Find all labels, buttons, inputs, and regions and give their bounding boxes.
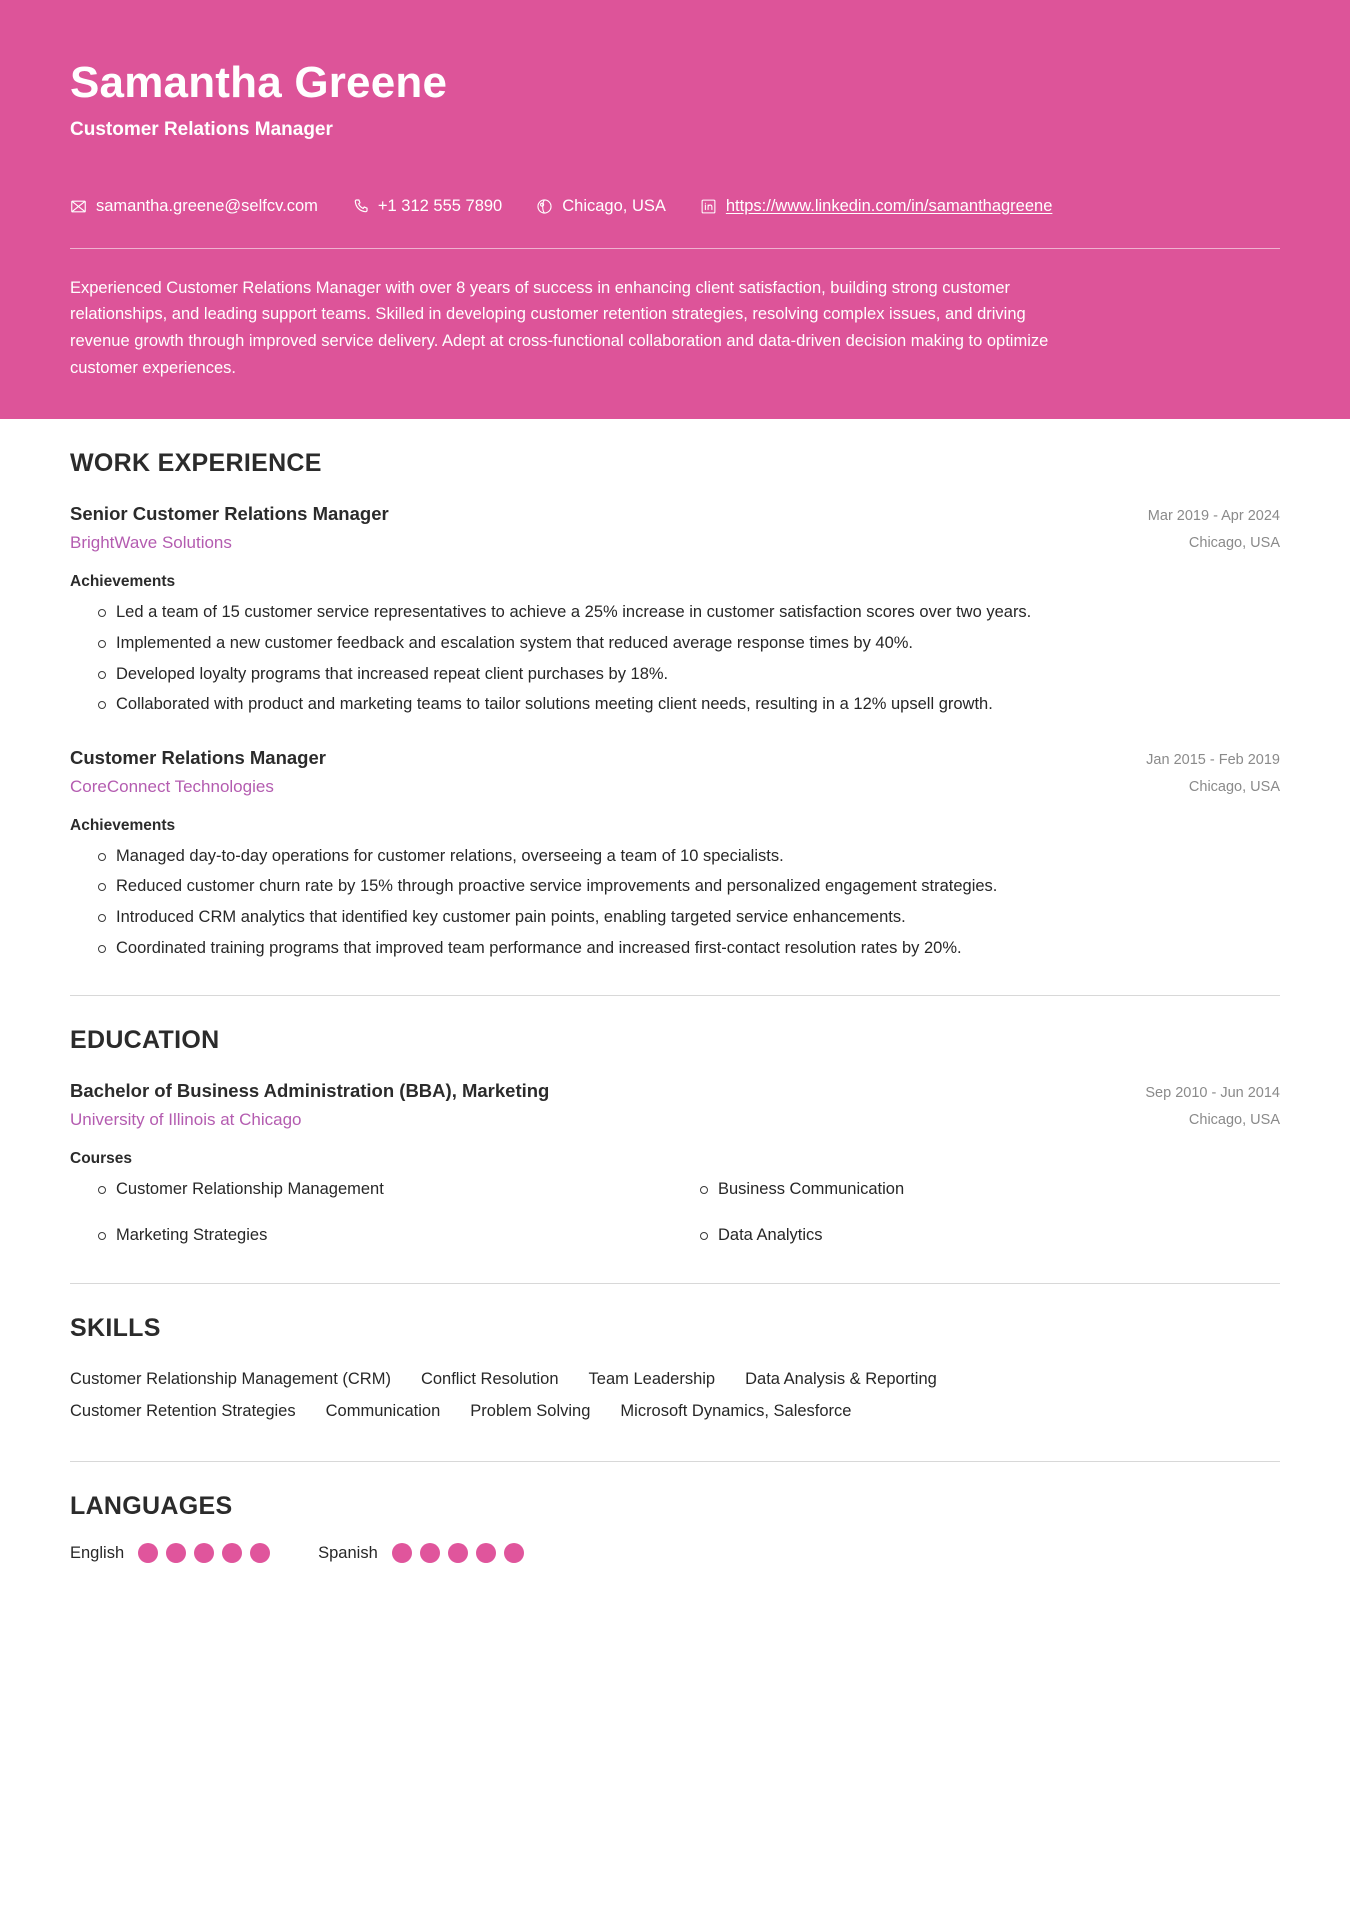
- skill-item: Team Leadership: [588, 1369, 716, 1388]
- course-item: Business Communication: [718, 1176, 1280, 1202]
- level-dot: [448, 1543, 468, 1563]
- level-dot: [138, 1543, 158, 1563]
- achievement-item: Managed day-to-day operations for customer relations, overseeing a team of 10 specialists.: [116, 843, 1280, 870]
- achievements-label: Achievements: [70, 816, 176, 834]
- section-work-experience: [70, 419, 1280, 996]
- language-name: Spanish: [318, 1543, 378, 1562]
- achievement-item: Collaborated with product and marketing teams to tailor solutions meeting client needs, resulting in a 12% upsell growth.: [116, 691, 1280, 718]
- work-entry-list: [70, 500, 1280, 961]
- linkedin-icon: [700, 198, 717, 215]
- contact-value: +1 312 555 7890: [377, 196, 503, 215]
- achievements-list: [70, 843, 1280, 962]
- skill-item: Microsoft Dynamics, Salesforce: [620, 1402, 852, 1421]
- courses-list: [70, 1176, 1280, 1249]
- language-level-dots: [392, 1543, 524, 1563]
- skills-row: [70, 1395, 1280, 1427]
- section-title-skills: SKILLS: [70, 1313, 161, 1342]
- achievement-item: Introduced CRM analytics that identified key customer pain points, enabling targeted service enhancements.: [116, 904, 1280, 931]
- resume-header: [0, 0, 1350, 419]
- section-title-education: EDUCATION: [70, 1026, 220, 1055]
- globe-icon: [536, 198, 553, 215]
- entry-organization[interactable]: University of Illinois at Chicago: [70, 1110, 302, 1130]
- skill-item: Customer Retention Strategies: [70, 1402, 296, 1421]
- entry-location: Chicago, USA: [1188, 535, 1280, 552]
- entry-location: Chicago, USA: [1188, 778, 1280, 795]
- contact-item-phone: [352, 197, 502, 216]
- envelope-icon: [70, 198, 87, 215]
- education-entry: [70, 1077, 1280, 1248]
- language-item: [70, 1543, 270, 1563]
- achievement-item: Reduced customer churn rate by 15% through proactive service improvements and personalized engagement strategies.: [116, 873, 1280, 900]
- achievements-label: Achievements: [70, 573, 176, 591]
- entry-title: Customer Relations Manager: [70, 746, 326, 768]
- level-dot: [166, 1543, 186, 1563]
- course-item: Customer Relationship Management: [116, 1176, 678, 1202]
- entry-header: [70, 744, 1280, 801]
- course-item: Data Analytics: [718, 1222, 1280, 1248]
- skill-item: Customer Relationship Management (CRM): [70, 1369, 391, 1388]
- skill-item: Communication: [325, 1402, 441, 1421]
- courses-label: Courses: [70, 1150, 133, 1168]
- achievements-list: [70, 599, 1280, 718]
- language-item: [318, 1543, 524, 1563]
- work-entry: [70, 744, 1280, 962]
- entry-title: Bachelor of Business Administration (BBA), Marketing: [70, 1080, 550, 1102]
- skills-row: [70, 1363, 1280, 1395]
- work-entry: [70, 500, 1280, 718]
- section-education: [70, 996, 1280, 1283]
- professional-summary: Experienced Customer Relations Manager with over 8 years of success in enhancing client satisfaction, building strong customer relationships, and leading support teams. Skilled in developing customer retention strategies, resolving complex issues, and driving revenue growth through improved service delivery. Adept at cross-functional collaboration and data-driven decision making to optimize customer experiences.: [70, 278, 1049, 377]
- phone-icon: [352, 198, 369, 215]
- entry-primary: [70, 744, 1126, 800]
- contact-item-envelope: [70, 197, 318, 216]
- level-dot: [504, 1543, 524, 1563]
- contact-row: [70, 197, 1280, 216]
- header-job-title: Customer Relations Manager: [70, 118, 333, 140]
- entry-title: Senior Customer Relations Manager: [70, 503, 389, 525]
- section-title-work-experience: WORK EXPERIENCE: [70, 449, 322, 478]
- entry-dates: Mar 2019 - Apr 2024: [1147, 508, 1280, 525]
- education-entry-list: [70, 1077, 1280, 1248]
- entry-primary: [70, 500, 1128, 556]
- entry-organization[interactable]: BrightWave Solutions: [70, 533, 232, 553]
- skill-item: Data Analysis & Reporting: [745, 1369, 937, 1388]
- contact-value[interactable]: https://www.linkedin.com/in/samanthagreene: [725, 196, 1053, 215]
- skills-list: [70, 1363, 1280, 1427]
- entry-organization[interactable]: CoreConnect Technologies: [70, 776, 274, 796]
- entry-meta: [1145, 1077, 1280, 1134]
- achievement-item: Implemented a new customer feedback and escalation system that reduced average response times by 40%.: [116, 630, 1280, 657]
- entry-meta: [1148, 500, 1280, 557]
- level-dot: [222, 1543, 242, 1563]
- resume-body: [0, 419, 1350, 1603]
- level-dot: [392, 1543, 412, 1563]
- contact-value: samantha.greene@selfcv.com: [96, 196, 318, 215]
- achievement-item: Led a team of 15 customer service representatives to achieve a 25% increase in customer satisfaction scores over two years.: [116, 599, 1280, 626]
- level-dot: [476, 1543, 496, 1563]
- level-dot: [420, 1543, 440, 1563]
- achievement-item: Coordinated training programs that improved team performance and increased first-contact resolution rates by 20%.: [116, 935, 1280, 962]
- header-divider: [70, 248, 1280, 249]
- entry-location: Chicago, USA: [1188, 1112, 1280, 1129]
- entry-primary: [70, 1077, 1125, 1133]
- entry-header: [70, 1077, 1280, 1134]
- contact-item-globe: [536, 197, 666, 216]
- level-dot: [250, 1543, 270, 1563]
- course-item: Marketing Strategies: [116, 1222, 678, 1248]
- section-languages: [70, 1462, 1280, 1563]
- entry-dates: Sep 2010 - Jun 2014: [1145, 1085, 1280, 1102]
- entry-meta: [1146, 744, 1280, 801]
- language-level-dots: [138, 1543, 270, 1563]
- contact-value: Chicago, USA: [562, 196, 666, 215]
- contact-item-linkedin[interactable]: [700, 197, 1053, 216]
- language-name: English: [70, 1543, 125, 1562]
- skill-item: Conflict Resolution: [420, 1369, 559, 1388]
- entry-header: [70, 500, 1280, 557]
- section-skills: [70, 1284, 1280, 1462]
- entry-dates: Jan 2015 - Feb 2019: [1146, 751, 1280, 768]
- skill-item: Problem Solving: [470, 1402, 591, 1421]
- languages-list: [70, 1543, 1280, 1563]
- level-dot: [194, 1543, 214, 1563]
- page-title: Samantha Greene: [70, 58, 448, 107]
- achievement-item: Developed loyalty programs that increased repeat client purchases by 18%.: [116, 661, 1280, 688]
- section-title-languages: LANGUAGES: [70, 1492, 233, 1521]
